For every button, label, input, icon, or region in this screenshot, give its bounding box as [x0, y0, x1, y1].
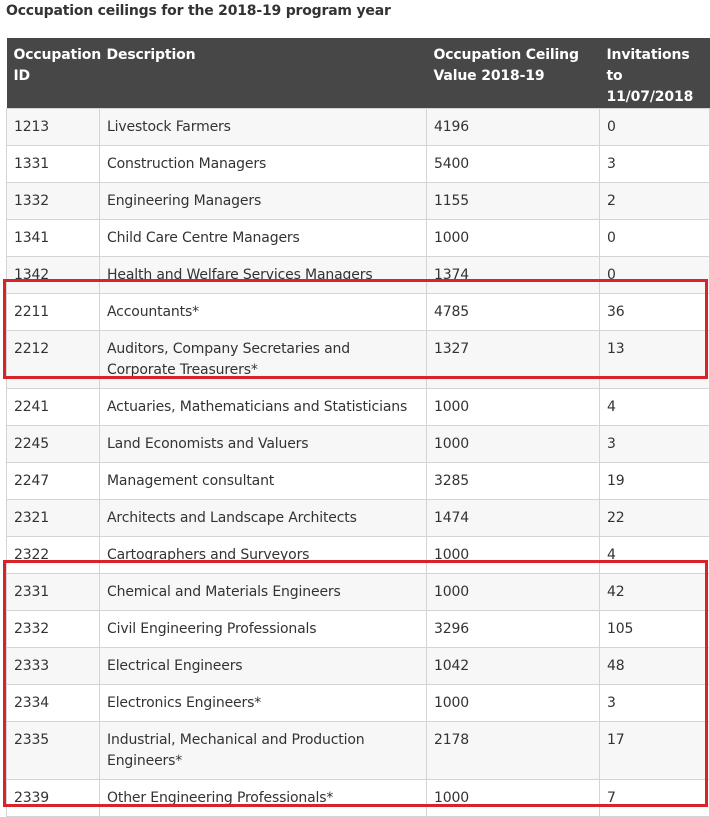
cell-description: Health and Welfare Services Managers [100, 257, 427, 294]
cell-ceiling-value: 1000 [427, 389, 600, 426]
cell-description: Actuaries, Mathematicians and Statisticians [100, 389, 427, 426]
cell-description: Construction Managers [100, 146, 427, 183]
cell-invitations: 0 [600, 257, 710, 294]
table-caption: Occupation ceilings for the 2018-19 program year [6, 3, 391, 19]
table-row [7, 257, 710, 294]
cell-description: Child Care Centre Managers [100, 220, 427, 257]
cell-invitations: 19 [600, 463, 710, 500]
cell-description: Industrial, Mechanical and Production Engineers* [100, 722, 427, 780]
cell-ceiling-value: 1042 [427, 648, 600, 685]
cell-description: Architects and Landscape Architects [100, 500, 427, 537]
cell-occupation-id: 2241 [7, 389, 100, 426]
cell-occupation-id: 2331 [7, 574, 100, 611]
cell-invitations: 3 [600, 146, 710, 183]
cell-occupation-id: 2321 [7, 500, 100, 537]
cell-description: Management consultant [100, 463, 427, 500]
cell-ceiling-value: 1155 [427, 183, 600, 220]
table-row [7, 537, 710, 574]
cell-description: Cartographers and Surveyors [100, 537, 427, 574]
cell-ceiling-value: 1000 [427, 574, 600, 611]
cell-invitations: 36 [600, 294, 710, 331]
cell-invitations: 105 [600, 611, 710, 648]
table-row [7, 463, 710, 500]
cell-description: Auditors, Company Secretaries and Corporate Treasurers* [100, 331, 427, 389]
cell-invitations: 48 [600, 648, 710, 685]
table-header [7, 38, 710, 109]
cell-occupation-id: 1331 [7, 146, 100, 183]
cell-description: Other Engineering Professionals* [100, 780, 427, 817]
cell-occupation-id: 2211 [7, 294, 100, 331]
cell-description: Accountants* [100, 294, 427, 331]
cell-ceiling-value: 4785 [427, 294, 600, 331]
cell-ceiling-value: 1000 [427, 537, 600, 574]
table-row [7, 294, 710, 331]
table-row [7, 611, 710, 648]
table-row [7, 183, 710, 220]
cell-invitations: 0 [600, 220, 710, 257]
header-ceiling-value: Occupation Ceiling Value 2018-19 [427, 38, 600, 109]
cell-description: Chemical and Materials Engineers [100, 574, 427, 611]
cell-occupation-id: 1332 [7, 183, 100, 220]
cell-occupation-id: 2339 [7, 780, 100, 817]
table-row [7, 426, 710, 463]
cell-ceiling-value: 4196 [427, 109, 600, 146]
cell-occupation-id: 2333 [7, 648, 100, 685]
header-description: Description [100, 38, 427, 109]
cell-description: Livestock Farmers [100, 109, 427, 146]
cell-description: Civil Engineering Professionals [100, 611, 427, 648]
table-row [7, 220, 710, 257]
cell-description: Electrical Engineers [100, 648, 427, 685]
cell-occupation-id: 2245 [7, 426, 100, 463]
cell-occupation-id: 2335 [7, 722, 100, 780]
cell-invitations: 2 [600, 183, 710, 220]
cell-ceiling-value: 1000 [427, 220, 600, 257]
cell-occupation-id: 1342 [7, 257, 100, 294]
table-row [7, 500, 710, 537]
cell-ceiling-value: 5400 [427, 146, 600, 183]
cell-invitations: 3 [600, 426, 710, 463]
cell-invitations: 13 [600, 331, 710, 389]
table-row [7, 146, 710, 183]
cell-invitations: 17 [600, 722, 710, 780]
cell-ceiling-value: 3285 [427, 463, 600, 500]
cell-invitations: 3 [600, 685, 710, 722]
occupation-ceilings-table [6, 38, 710, 817]
table-row [7, 722, 710, 780]
cell-invitations: 4 [600, 537, 710, 574]
cell-invitations: 22 [600, 500, 710, 537]
cell-description: Electronics Engineers* [100, 685, 427, 722]
cell-ceiling-value: 1374 [427, 257, 600, 294]
cell-occupation-id: 2212 [7, 331, 100, 389]
table-row [7, 574, 710, 611]
cell-occupation-id: 2334 [7, 685, 100, 722]
cell-occupation-id: 2332 [7, 611, 100, 648]
table-row [7, 389, 710, 426]
cell-invitations: 0 [600, 109, 710, 146]
table-row [7, 685, 710, 722]
header-invitations: Invitations to 11/07/2018 [600, 38, 710, 109]
table-body [7, 109, 710, 817]
cell-ceiling-value: 1327 [427, 331, 600, 389]
table-row [7, 109, 710, 146]
cell-occupation-id: 2322 [7, 537, 100, 574]
cell-ceiling-value: 2178 [427, 722, 600, 780]
cell-ceiling-value: 1000 [427, 780, 600, 817]
table-row [7, 648, 710, 685]
table-row [7, 331, 710, 389]
cell-invitations: 4 [600, 389, 710, 426]
cell-invitations: 42 [600, 574, 710, 611]
table-row [7, 780, 710, 817]
cell-description: Land Economists and Valuers [100, 426, 427, 463]
cell-ceiling-value: 3296 [427, 611, 600, 648]
cell-ceiling-value: 1000 [427, 426, 600, 463]
header-row [7, 38, 710, 109]
cell-ceiling-value: 1474 [427, 500, 600, 537]
header-occupation-id: Occupation ID [7, 38, 100, 109]
cell-occupation-id: 2247 [7, 463, 100, 500]
cell-description: Engineering Managers [100, 183, 427, 220]
cell-ceiling-value: 1000 [427, 685, 600, 722]
cell-occupation-id: 1213 [7, 109, 100, 146]
cell-occupation-id: 1341 [7, 220, 100, 257]
cell-invitations: 7 [600, 780, 710, 817]
